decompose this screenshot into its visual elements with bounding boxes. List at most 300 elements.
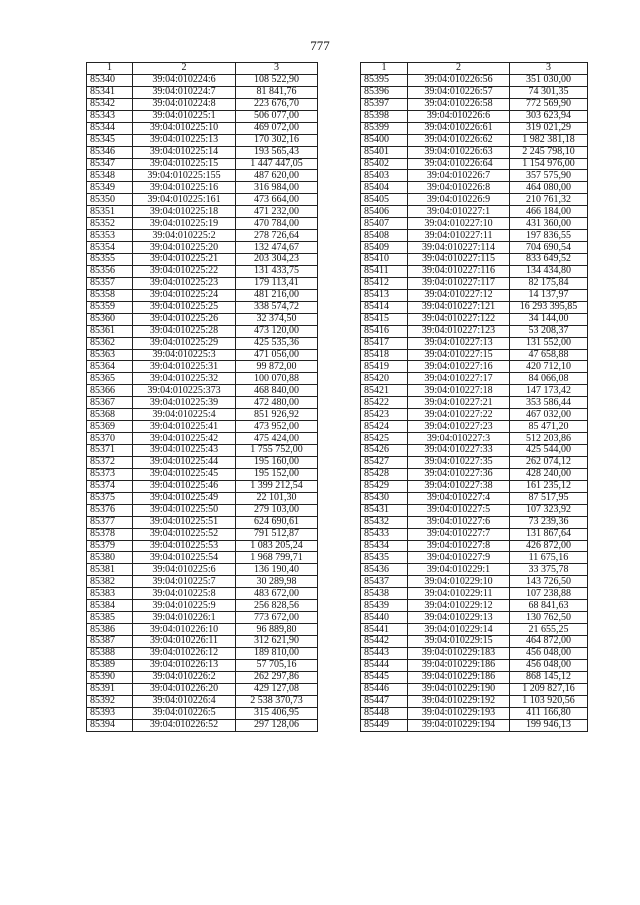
value-cell: 420 712,10 (510, 361, 588, 373)
value-cell: 704 690,54 (510, 242, 588, 254)
cadastral-number-cell: 39:04:010227:1 (408, 206, 510, 218)
table-row (361, 158, 588, 170)
row-number-cell: 85403 (361, 170, 408, 182)
row-number-cell: 85437 (361, 576, 408, 588)
value-cell: 32 374,50 (236, 313, 318, 325)
value-cell: 425 544,00 (510, 445, 588, 457)
cadastral-number-cell: 39:04:010227:117 (408, 277, 510, 289)
table-row (87, 468, 318, 480)
value-cell: 21 655,25 (510, 624, 588, 636)
value-cell: 429 127,08 (236, 683, 318, 695)
value-cell: 470 784,00 (236, 218, 318, 230)
row-number-cell: 85414 (361, 301, 408, 313)
table-row (361, 242, 588, 254)
cadastral-number-cell: 39:04:010226:1 (133, 612, 236, 624)
value-cell: 467 032,00 (510, 409, 588, 421)
table-row (87, 361, 318, 373)
table-row (87, 86, 318, 98)
value-cell: 319 021,29 (510, 122, 588, 134)
row-number-cell: 85362 (87, 337, 133, 349)
row-number-cell: 85409 (361, 242, 408, 254)
table-row (361, 337, 588, 349)
row-number-cell: 85408 (361, 230, 408, 242)
table-row (361, 421, 588, 433)
cadastral-number-cell: 39:04:010227:8 (408, 540, 510, 552)
table-row (87, 242, 318, 254)
value-cell: 851 926,92 (236, 409, 318, 421)
value-cell: 1 209 827,16 (510, 683, 588, 695)
cadastral-number-cell: 39:04:010226:52 (133, 719, 236, 731)
value-cell: 426 872,00 (510, 540, 588, 552)
cadastral-number-cell: 39:04:010226:7 (408, 170, 510, 182)
cadastral-number-cell: 39:04:010225:39 (133, 397, 236, 409)
table-row (361, 230, 588, 242)
table-row (361, 349, 588, 361)
value-cell: 143 726,50 (510, 576, 588, 588)
page-number: 777 (310, 38, 330, 53)
cadastral-number-cell: 39:04:010229:186 (408, 659, 510, 671)
table-row (361, 647, 588, 659)
value-cell: 357 575,90 (510, 170, 588, 182)
row-number-cell: 85373 (87, 468, 133, 480)
table-row (361, 671, 588, 683)
cadastral-number-cell: 39:04:010225:50 (133, 504, 236, 516)
table-row (87, 98, 318, 110)
table-row (361, 719, 588, 731)
value-cell: 256 828,56 (236, 600, 318, 612)
row-number-cell: 85442 (361, 636, 408, 648)
table-row (361, 612, 588, 624)
row-number-cell: 85433 (361, 528, 408, 540)
header-col-3: 3 (510, 63, 588, 75)
header-col-1: 1 (87, 63, 133, 75)
cadastral-number-cell: 39:04:010227:22 (408, 409, 510, 421)
value-cell: 772 569,90 (510, 98, 588, 110)
row-number-cell: 85374 (87, 480, 133, 492)
value-cell: 22 101,30 (236, 492, 318, 504)
row-number-cell: 85436 (361, 564, 408, 576)
value-cell: 464 080,00 (510, 182, 588, 194)
value-cell: 84 066,08 (510, 373, 588, 385)
value-cell: 278 726,64 (236, 230, 318, 242)
header-col-1: 1 (361, 63, 408, 75)
row-number-cell: 85386 (87, 624, 133, 636)
table-row (87, 564, 318, 576)
cadastral-number-cell: 39:04:010226:12 (133, 647, 236, 659)
row-number-cell: 85413 (361, 289, 408, 301)
cadastral-number-cell: 39:04:010227:21 (408, 397, 510, 409)
row-number-cell: 85341 (87, 86, 133, 98)
row-number-cell: 85352 (87, 218, 133, 230)
value-cell: 1 083 205,24 (236, 540, 318, 552)
value-cell: 473 664,00 (236, 194, 318, 206)
cadastral-number-cell: 39:04:010227:3 (408, 433, 510, 445)
row-number-cell: 85397 (361, 98, 408, 110)
cadastral-number-cell: 39:04:010226:2 (133, 671, 236, 683)
value-cell: 68 841,63 (510, 600, 588, 612)
row-number-cell: 85366 (87, 385, 133, 397)
table-row (361, 433, 588, 445)
cadastral-number-cell: 39:04:010225:31 (133, 361, 236, 373)
row-number-cell: 85375 (87, 492, 133, 504)
table-row (87, 636, 318, 648)
cadastral-number-cell: 39:04:010225:155 (133, 170, 236, 182)
value-cell: 199 946,13 (510, 719, 588, 731)
row-number-cell: 85391 (87, 683, 133, 695)
value-cell: 33 375,78 (510, 564, 588, 576)
row-number-cell: 85431 (361, 504, 408, 516)
value-cell: 456 048,00 (510, 659, 588, 671)
table-row (87, 313, 318, 325)
table-row (87, 337, 318, 349)
table-row (87, 325, 318, 337)
value-cell: 481 216,00 (236, 289, 318, 301)
value-cell: 195 160,00 (236, 456, 318, 468)
cadastral-number-cell: 39:04:010227:114 (408, 242, 510, 254)
cadastral-number-cell: 39:04:010225:9 (133, 600, 236, 612)
value-cell: 99 872,00 (236, 361, 318, 373)
row-number-cell: 85428 (361, 468, 408, 480)
row-number-cell: 85353 (87, 230, 133, 242)
value-cell: 96 889,80 (236, 624, 318, 636)
row-number-cell: 85381 (87, 564, 133, 576)
value-cell: 16 293 395,85 (510, 301, 588, 313)
cadastral-number-cell: 39:04:010227:6 (408, 516, 510, 528)
row-number-cell: 85344 (87, 122, 133, 134)
cadastral-number-cell: 39:04:010226:5 (133, 707, 236, 719)
value-cell: 131 867,64 (510, 528, 588, 540)
value-cell: 315 406,95 (236, 707, 318, 719)
row-number-cell: 85346 (87, 146, 133, 158)
value-cell: 73 239,36 (510, 516, 588, 528)
row-number-cell: 85390 (87, 671, 133, 683)
cadastral-number-cell: 39:04:010225:3 (133, 349, 236, 361)
row-number-cell: 85351 (87, 206, 133, 218)
value-cell: 14 137,97 (510, 289, 588, 301)
cadastral-number-cell: 39:04:010225:14 (133, 146, 236, 158)
value-cell: 262 074,12 (510, 456, 588, 468)
row-number-cell: 85356 (87, 265, 133, 277)
table-row (361, 122, 588, 134)
value-cell: 338 574,72 (236, 301, 318, 313)
table-row (87, 194, 318, 206)
row-number-cell: 85394 (87, 719, 133, 731)
cadastral-number-cell: 39:04:010225:45 (133, 468, 236, 480)
cadastral-number-cell: 39:04:010226:20 (133, 683, 236, 695)
row-number-cell: 85348 (87, 170, 133, 182)
row-number-cell: 85420 (361, 373, 408, 385)
cadastral-number-cell: 39:04:010227:17 (408, 373, 510, 385)
cadastral-number-cell: 39:04:010226:57 (408, 86, 510, 98)
table-row (87, 373, 318, 385)
value-cell: 471 056,00 (236, 349, 318, 361)
row-number-cell: 85354 (87, 242, 133, 254)
row-number-cell: 85429 (361, 480, 408, 492)
row-number-cell: 85343 (87, 110, 133, 122)
value-cell: 431 360,00 (510, 218, 588, 230)
value-cell: 456 048,00 (510, 647, 588, 659)
row-number-cell: 85412 (361, 277, 408, 289)
row-number-cell: 85342 (87, 98, 133, 110)
table-row (361, 361, 588, 373)
value-cell: 2 245 798,10 (510, 146, 588, 158)
row-number-cell: 85407 (361, 218, 408, 230)
table-row (361, 254, 588, 266)
row-number-cell: 85435 (361, 552, 408, 564)
value-cell: 428 240,00 (510, 468, 588, 480)
row-number-cell: 85398 (361, 110, 408, 122)
row-number-cell: 85423 (361, 409, 408, 421)
value-cell: 1 399 212,54 (236, 480, 318, 492)
table-row (87, 110, 318, 122)
row-number-cell: 85361 (87, 325, 133, 337)
cadastral-number-cell: 39:04:010227:122 (408, 313, 510, 325)
cadastral-number-cell: 39:04:010225:49 (133, 492, 236, 504)
row-number-cell: 85434 (361, 540, 408, 552)
cadastral-number-cell: 39:04:010226:13 (133, 659, 236, 671)
value-cell: 161 235,12 (510, 480, 588, 492)
table-header-row (361, 63, 588, 75)
row-number-cell: 85440 (361, 612, 408, 624)
row-number-cell: 85382 (87, 576, 133, 588)
cadastral-number-cell: 39:04:010225:161 (133, 194, 236, 206)
row-number-cell: 85400 (361, 134, 408, 146)
cadastral-number-cell: 39:04:010227:12 (408, 289, 510, 301)
cadastral-number-cell: 39:04:010226:58 (408, 98, 510, 110)
row-number-cell: 85421 (361, 385, 408, 397)
cadastral-number-cell: 39:04:010229:1 (408, 564, 510, 576)
table-row (87, 504, 318, 516)
cadastral-number-cell: 39:04:010224:6 (133, 74, 236, 86)
cadastral-number-cell: 39:04:010225:43 (133, 445, 236, 457)
row-number-cell: 85389 (87, 659, 133, 671)
header-col-2: 2 (133, 63, 236, 75)
row-number-cell: 85419 (361, 361, 408, 373)
cadastral-number-cell: 39:04:010226:11 (133, 636, 236, 648)
row-number-cell: 85392 (87, 695, 133, 707)
row-number-cell: 85393 (87, 707, 133, 719)
row-number-cell: 85367 (87, 397, 133, 409)
value-cell: 203 304,23 (236, 254, 318, 266)
row-number-cell: 85396 (361, 86, 408, 98)
row-number-cell: 85426 (361, 445, 408, 457)
table-row (361, 492, 588, 504)
row-number-cell: 85422 (361, 397, 408, 409)
value-cell: 487 620,00 (236, 170, 318, 182)
cadastral-number-cell: 39:04:010225:28 (133, 325, 236, 337)
row-number-cell: 85405 (361, 194, 408, 206)
value-cell: 107 323,92 (510, 504, 588, 516)
cadastral-number-cell: 39:04:010225:7 (133, 576, 236, 588)
table-row (87, 707, 318, 719)
cadastral-number-cell: 39:04:010229:183 (408, 647, 510, 659)
table-row (361, 182, 588, 194)
table-row (361, 624, 588, 636)
cadastral-number-cell: 39:04:010226:4 (133, 695, 236, 707)
value-cell: 473 952,00 (236, 421, 318, 433)
value-cell: 82 175,84 (510, 277, 588, 289)
cadastral-number-cell: 39:04:010229:190 (408, 683, 510, 695)
value-cell: 512 203,86 (510, 433, 588, 445)
value-cell: 134 434,80 (510, 265, 588, 277)
row-number-cell: 85359 (87, 301, 133, 313)
value-cell: 87 517,95 (510, 492, 588, 504)
cadastral-number-cell: 39:04:010225:19 (133, 218, 236, 230)
value-cell: 483 672,00 (236, 588, 318, 600)
row-number-cell: 85380 (87, 552, 133, 564)
cadastral-number-cell: 39:04:010225:46 (133, 480, 236, 492)
row-number-cell: 85383 (87, 588, 133, 600)
value-cell: 464 872,00 (510, 636, 588, 648)
cadastral-number-cell: 39:04:010229:13 (408, 612, 510, 624)
value-cell: 316 984,00 (236, 182, 318, 194)
row-number-cell: 85379 (87, 540, 133, 552)
table-row (87, 612, 318, 624)
row-number-cell: 85441 (361, 624, 408, 636)
table-row (87, 421, 318, 433)
cadastral-number-cell: 39:04:010226:6 (408, 110, 510, 122)
value-cell: 1 447 447,05 (236, 158, 318, 170)
row-number-cell: 85378 (87, 528, 133, 540)
value-cell: 833 649,52 (510, 254, 588, 266)
table-row (87, 301, 318, 313)
value-cell: 466 184,00 (510, 206, 588, 218)
cadastral-number-cell: 39:04:010227:18 (408, 385, 510, 397)
row-number-cell: 85424 (361, 421, 408, 433)
row-number-cell: 85402 (361, 158, 408, 170)
row-number-cell: 85439 (361, 600, 408, 612)
value-cell: 197 836,55 (510, 230, 588, 242)
table-row (361, 277, 588, 289)
row-number-cell: 85411 (361, 265, 408, 277)
table-row (87, 158, 318, 170)
value-cell: 279 103,00 (236, 504, 318, 516)
row-number-cell: 85425 (361, 433, 408, 445)
table-row (361, 74, 588, 86)
table-row (87, 516, 318, 528)
cadastral-number-cell: 39:04:010227:116 (408, 265, 510, 277)
value-cell: 475 424,00 (236, 433, 318, 445)
table-row (361, 576, 588, 588)
value-cell: 1 968 799,71 (236, 552, 318, 564)
table-row (87, 588, 318, 600)
value-cell: 868 145,12 (510, 671, 588, 683)
table-row (361, 695, 588, 707)
cadastral-number-cell: 39:04:010226:9 (408, 194, 510, 206)
value-cell: 30 289,98 (236, 576, 318, 588)
table-row (361, 134, 588, 146)
value-cell: 100 070,88 (236, 373, 318, 385)
cadastral-number-cell: 39:04:010229:10 (408, 576, 510, 588)
table-row (361, 683, 588, 695)
row-number-cell: 85369 (87, 421, 133, 433)
value-cell: 131 433,75 (236, 265, 318, 277)
table-row (87, 349, 318, 361)
value-cell: 471 232,00 (236, 206, 318, 218)
value-cell: 74 301,35 (510, 86, 588, 98)
cadastral-number-cell: 39:04:010227:115 (408, 254, 510, 266)
row-number-cell: 85427 (361, 456, 408, 468)
table-row (87, 719, 318, 731)
row-number-cell: 85415 (361, 313, 408, 325)
table-row (87, 600, 318, 612)
cadastral-number-cell: 39:04:010227:123 (408, 325, 510, 337)
cadastral-number-cell: 39:04:010225:18 (133, 206, 236, 218)
value-cell: 1 154 976,00 (510, 158, 588, 170)
value-cell: 85 471,20 (510, 421, 588, 433)
row-number-cell: 85357 (87, 277, 133, 289)
cadastral-number-cell: 39:04:010225:52 (133, 528, 236, 540)
header-col-3: 3 (236, 63, 318, 75)
row-number-cell: 85372 (87, 456, 133, 468)
cadastral-number-cell: 39:04:010229:11 (408, 588, 510, 600)
value-cell: 136 190,40 (236, 564, 318, 576)
row-number-cell: 85355 (87, 254, 133, 266)
table-row (361, 373, 588, 385)
table-row (361, 552, 588, 564)
cadastral-number-cell: 39:04:010224:8 (133, 98, 236, 110)
value-cell: 297 128,06 (236, 719, 318, 731)
row-number-cell: 85416 (361, 325, 408, 337)
row-number-cell: 85340 (87, 74, 133, 86)
table-row (361, 265, 588, 277)
table-row (361, 528, 588, 540)
value-cell: 1 982 381,18 (510, 134, 588, 146)
value-cell: 2 538 370,73 (236, 695, 318, 707)
table-row (87, 230, 318, 242)
cadastral-number-cell: 39:04:010225:13 (133, 134, 236, 146)
value-cell: 210 761,32 (510, 194, 588, 206)
cadastral-number-cell: 39:04:010229:194 (408, 719, 510, 731)
row-number-cell: 85446 (361, 683, 408, 695)
row-number-cell: 85350 (87, 194, 133, 206)
table-row (87, 134, 318, 146)
table-row (361, 194, 588, 206)
table-row (361, 170, 588, 182)
value-cell: 179 113,41 (236, 277, 318, 289)
cadastral-number-cell: 39:04:010225:6 (133, 564, 236, 576)
row-number-cell: 85345 (87, 134, 133, 146)
row-number-cell: 85438 (361, 588, 408, 600)
cadastral-number-cell: 39:04:010226:10 (133, 624, 236, 636)
cadastral-number-cell: 39:04:010225:41 (133, 421, 236, 433)
table-row (87, 445, 318, 457)
table-row (87, 456, 318, 468)
table-row (361, 468, 588, 480)
table-row (87, 659, 318, 671)
table-row (361, 86, 588, 98)
table-header-row (87, 63, 318, 75)
cadastral-number-cell: 39:04:010225:54 (133, 552, 236, 564)
cadastral-number-cell: 39:04:010224:7 (133, 86, 236, 98)
value-cell: 353 586,44 (510, 397, 588, 409)
value-cell: 57 705,16 (236, 659, 318, 671)
table-row (87, 540, 318, 552)
table-row (361, 409, 588, 421)
table-row (87, 433, 318, 445)
row-number-cell: 85363 (87, 349, 133, 361)
table-row (361, 397, 588, 409)
cadastral-number-cell: 39:04:010225:4 (133, 409, 236, 421)
table-row (87, 647, 318, 659)
value-cell: 1 755 752,00 (236, 445, 318, 457)
cadastral-number-cell: 39:04:010225:15 (133, 158, 236, 170)
table-row (87, 265, 318, 277)
row-number-cell: 85447 (361, 695, 408, 707)
value-cell: 791 512,87 (236, 528, 318, 540)
row-number-cell: 85395 (361, 74, 408, 86)
row-number-cell: 85384 (87, 600, 133, 612)
